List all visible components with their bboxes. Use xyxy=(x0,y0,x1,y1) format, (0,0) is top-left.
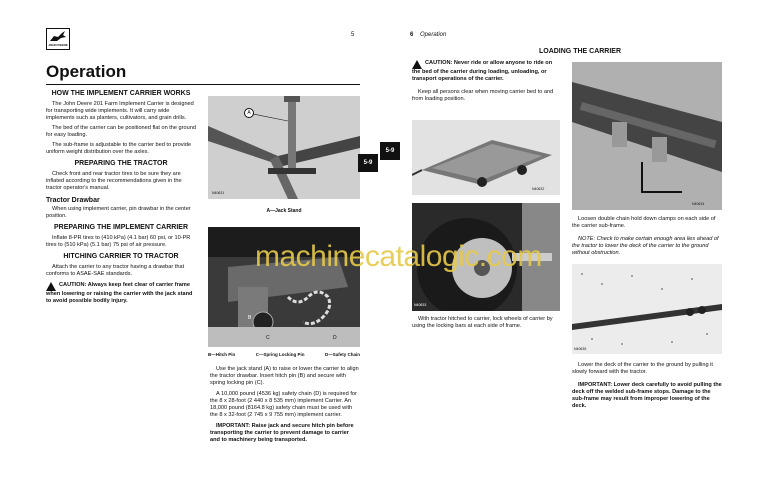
photo5-code: N40634 xyxy=(692,202,705,206)
logo-text: JOHN DEERE xyxy=(48,43,68,47)
caption-safety-chain: D—Safety Chain xyxy=(324,352,360,357)
title-rule xyxy=(46,84,360,85)
photo-chain-clamps xyxy=(572,62,722,210)
tab-5-9-upper: 5-9 xyxy=(380,142,400,160)
para-hitched: With tractor hitched to carrier, lock wheels of carrier by using the locking bars at each side of frame. xyxy=(412,316,553,329)
para-drawbar: When using implement carrier, pin drawbar in the center position. xyxy=(46,206,191,219)
para-hitching: Attach the carrier to any tractor having a drawbar that conforms to ASAE-SAE standards. xyxy=(46,264,185,277)
para-loosen: Loosen double chain hold down clamps on each side of the carrier sub-frame. xyxy=(572,216,716,229)
caption-spring-pin: C—Spring Locking Pin xyxy=(255,352,305,357)
watermark: machinecatalogic.com xyxy=(255,240,542,273)
para-lower: Lower the deck of the carrier to the ground by pulling it slowly forward with the tractor. xyxy=(572,362,713,375)
photo4-code: N40633 xyxy=(414,303,427,307)
photo2-label-b: B xyxy=(248,315,252,321)
warning-triangle-icon xyxy=(46,282,56,291)
right-page-header: Operation xyxy=(420,32,447,38)
heading-hitching: HITCHING CARRIER TO TRACTOR xyxy=(63,253,179,260)
para-important-2: IMPORTANT: Lower deck carefully to avoid pulling the deck off the welded sub-frame stops. Damage to the sub-frame may result from improper lowering of the deck. xyxy=(572,382,722,409)
heading-prep-carrier: PREPARING THE IMPLEMENT CARRIER xyxy=(53,224,189,231)
photo1-code: N40631 xyxy=(212,191,225,195)
para-important-1: IMPORTANT: Raise jack and secure hitch pin before transporting the carrier to prevent damage to carrier and to machinery being transported. xyxy=(210,423,354,443)
tab-5-9-lower: 5-9 xyxy=(358,154,378,172)
left-page-title: Operation xyxy=(46,62,127,81)
para-chain: A 10,000 pound (4536 kg) safety chain (D) is required for the 8 x 28-foot (2 440 x 8 535 mm) implement Carrier. An 18,000 pound (8164.8 kg) safety chain must be used with the 8 x 32-foot (2 745 x 9 755 mm) implement carrier. xyxy=(210,391,357,418)
heading-drawbar: Tractor Drawbar xyxy=(46,197,100,204)
para-note: NOTE: Check to make certain enough area lies ahead of the tractor to lower the deck of the carrier to the ground without obstruction. xyxy=(572,236,719,256)
deer-logo-icon xyxy=(48,30,68,43)
photo-deck-lowered xyxy=(572,264,722,354)
photo2-label-d: D xyxy=(333,335,337,341)
photo2-label-c: C xyxy=(266,335,270,341)
para-how-1: The John Deere 201 Farm Implement Carrier is designed for transporting wide implements. It will carry wide implements such as planters, cultivators, and grain drills. xyxy=(46,101,194,121)
left-page-number: 5 xyxy=(351,32,355,38)
para-prep-tractor: Check front and rear tractor tires to be sure they are inflated according to the recommendations given in the tractor operator's manual. xyxy=(46,171,182,191)
para-how-3: The sub-frame is adjustable to the carrier bed to provide uniform weight distribution over the axles. xyxy=(46,142,191,155)
right-page-number: 6 xyxy=(410,32,414,38)
para-prep-carrier: Inflate 8-PR tires to (410 kPa) (4.1 bar) 60 psi, or 10-PR tires to (510 kPa) (5.1 bar) 75 psi of air pressure. xyxy=(46,235,191,248)
john-deere-logo xyxy=(46,28,70,50)
caution-hitching: CAUTION: Always keep feet clear of carrier frame when lowering or raising the carrier with the jack stand to avoid possible bodily injury. xyxy=(46,282,193,304)
photo1-label-a: A xyxy=(244,108,254,118)
photo-jack-stand xyxy=(208,96,360,199)
heading-prep-tractor: PREPARING THE TRACTOR xyxy=(74,160,168,167)
caption-jack-stand: A—Jack Stand xyxy=(266,208,302,214)
para-jack: Use the jack stand (A) to raise or lower the carrier to align the tractor drawbar. Insert hitch pin (B) and secure with spring locking pin (C). xyxy=(210,366,359,386)
photo3-code: N40632 xyxy=(532,187,545,191)
heading-how-works: HOW THE IMPLEMENT CARRIER WORKS xyxy=(51,90,191,97)
photo6-code: N40635 xyxy=(574,347,587,351)
heading-loading: LOADING THE CARRIER xyxy=(538,48,622,55)
para-how-2: The bed of the carrier can be positioned flat on the ground for easy loading. xyxy=(46,125,196,138)
caption-hitch xyxy=(208,352,360,357)
para-keep-clear: Keep all persons clear when moving carrier bed to and from loading position. xyxy=(412,89,554,102)
caption-hitch-pin: B—Hitch Pin xyxy=(208,352,236,357)
caution-loading: CAUTION: Never ride or allow anyone to ride on the bed of the carrier during loading, unloading, or transport operations of the carrier. xyxy=(412,60,553,82)
photo-carrier-bed xyxy=(412,120,560,195)
warning-triangle-icon xyxy=(412,60,422,69)
